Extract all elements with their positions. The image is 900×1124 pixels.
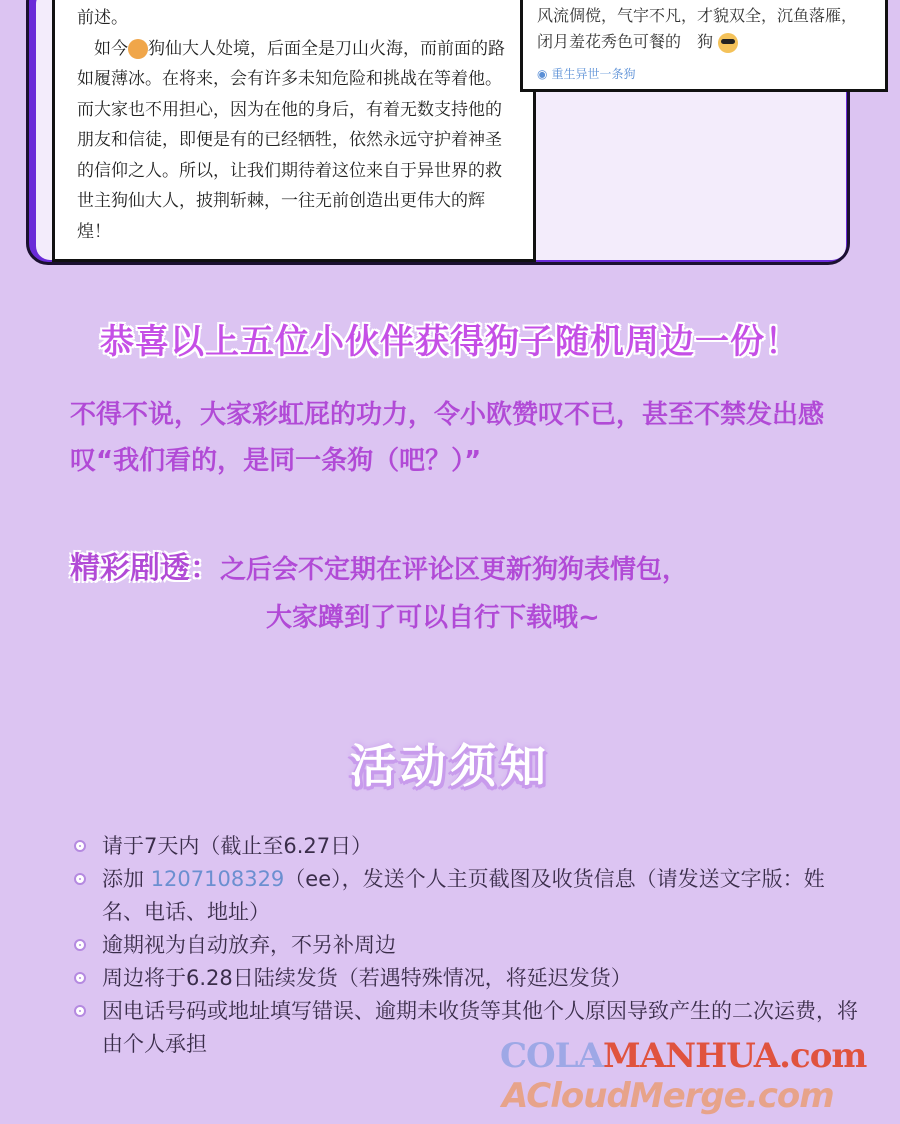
comment-right-line1: 风流倜傥，气宇不凡，才貌双全，沉鱼落雁， xyxy=(537,6,858,25)
rule-item xyxy=(72,830,862,863)
rule-text: 请于7天内（截止至6.27日） xyxy=(102,834,373,858)
comment-right-line2 xyxy=(537,29,871,55)
comment-paragraph xyxy=(77,34,511,248)
winner-headline: 恭喜以上五位小伙伴获得狗子随机周边一份！ xyxy=(100,322,800,362)
tag-icon: ◉ xyxy=(537,67,548,81)
rule-item xyxy=(72,962,862,995)
comment-line-top: 前述。 xyxy=(77,8,128,28)
comment-card-left xyxy=(52,0,536,262)
rule-text: 周边将于6.28日陆续发货（若遇特殊情况，将延迟发货） xyxy=(102,966,632,990)
watermark-acloudmerge: ACloudMerge.com xyxy=(502,1076,834,1116)
praise-paragraph: 不得不说，大家彩虹屁的功力，令小欧赞叹不已，甚至不禁发出感叹“我们看的，是同一条狗（吧？）” xyxy=(70,400,825,476)
dog-face-icon xyxy=(128,39,148,59)
topic-tag[interactable] xyxy=(537,61,871,87)
spoiler-label: 精彩剧透： xyxy=(70,551,220,586)
rule-item xyxy=(72,929,862,962)
spoiler-line2: 大家蹲到了可以自行下载哦~ xyxy=(266,603,600,633)
rule-text: 因电话号码或地址填写错误、逾期未收货等其他个人原因导致产生的二次运费，将由个人承担 xyxy=(102,999,858,1056)
spoiler-section xyxy=(70,545,870,642)
watermark-colamanhua xyxy=(500,1036,866,1076)
rule-item xyxy=(72,863,862,929)
bullet-icon xyxy=(74,972,86,984)
comment-card-right xyxy=(520,0,888,92)
spoiler-line1: 之后会不定期在评论区更新狗狗表情包， xyxy=(220,555,689,585)
rule-text: 逾期视为自动放弃，不另补周边 xyxy=(102,933,396,957)
rule-text: （ee），发送个人主页截图及收货信息（请发送文字版：姓名、电话、地址） xyxy=(102,867,825,924)
notice-title: 活动须知 xyxy=(350,739,550,793)
bullet-icon xyxy=(74,873,86,885)
comment-body: 狗仙大人处境，后面全是刀山火海，而前面的路如履薄冰。在将来，会有许多未知危险和挑战在等着他。而大家也不用担心，因为在他的身后，有着无数支持他的朋友和信徒，即便是有的已经牺牲，依然永远守护着神圣的信仰之人。所以，让我们期待着这位来自于异世界的救世主狗仙大人，披荆斩棘，一往无前创造出更伟大的辉煌！ xyxy=(77,38,505,242)
comment-lead: 如今 xyxy=(77,38,128,59)
watermark-manhua: MANHUA.com xyxy=(602,1036,867,1076)
watermark-cola: COLA xyxy=(500,1036,603,1076)
bullet-icon xyxy=(74,939,86,951)
comment-right-text: 闭月羞花秀色可餐的 狗 xyxy=(537,32,714,51)
topic-tag-label: 重生异世一条狗 xyxy=(551,67,636,81)
bullet-icon xyxy=(74,1005,86,1017)
qq-number-link[interactable]: 1207108329 xyxy=(150,867,285,891)
sunglasses-emoji-icon xyxy=(718,33,738,53)
rule-text: 添加 xyxy=(102,867,151,891)
bullet-icon xyxy=(74,840,86,852)
rules-list xyxy=(72,830,862,1061)
